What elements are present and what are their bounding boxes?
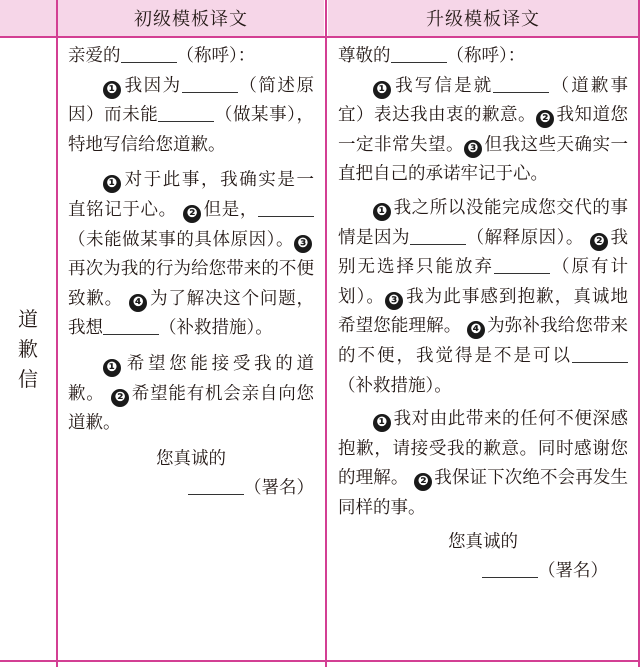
marker-4: ❹ — [129, 294, 147, 312]
marker-1: ❶ — [103, 81, 121, 99]
marker-1: ❶ — [373, 81, 391, 99]
header-spacer — [0, 0, 56, 36]
marker-1: ❶ — [373, 203, 391, 221]
advanced-signature: （署名） — [338, 557, 628, 587]
marker-2: ❷ — [536, 110, 554, 128]
marker-1: ❶ — [103, 175, 121, 193]
basic-template — [68, 42, 314, 504]
blank — [158, 104, 214, 123]
marker-4: ❹ — [467, 321, 485, 339]
blank — [410, 226, 466, 245]
bottom-rule — [0, 660, 640, 662]
header-advanced-label: 升级模板译文 — [426, 9, 540, 30]
marker-2: ❷ — [111, 389, 129, 407]
marker-3: ❸ — [385, 292, 403, 310]
marker-1: ❶ — [103, 359, 121, 377]
divider-middle — [325, 0, 327, 667]
advanced-para-2: ❶ 我之所以没能完成您交代的事情是因为 （解释原因）。 ❷ 我别无选择只能放弃 （原有计划）。 ❸ 我为此事感到抱歉，真诚地希望您能理解。 ❹ 为弥补我给您带来的不便，我觉得是不是可以（补救措施）。 — [338, 197, 629, 396]
blank — [258, 198, 314, 217]
blank — [103, 317, 159, 336]
header-basic — [58, 0, 324, 36]
basic-para-3: ❶ 希望您能接受我的道歉。 ❷ 希望能有机会亲自向您道歉。 — [68, 353, 315, 434]
blank — [482, 560, 538, 579]
row-label-text: 道歉信 — [18, 307, 38, 391]
basic-signature: （署名） — [68, 474, 314, 504]
advanced-closing: 您真诚的 — [448, 531, 518, 552]
basic-para-1: ❶ 我因为 （简述原因）而未能 （做某事），特地写信给您道歉。 — [68, 75, 315, 155]
header-advanced — [328, 0, 638, 36]
advanced-para-1: ❶ 我写信是就 （道歉事宜）表达我由衷的歉意。 ❷ 我知道您一定非常失望。 ❸ 但我这些天确实一直把自己的承诺牢记于心。 — [338, 75, 629, 185]
basic-para-2: ❶ 对于此事，我确实是一直铭记于心。 ❷ 但是，（未能做某事的具体原因）。 ❸再次为我的行为给您带来的不便致歉。 ❹ 为了解决这个问题，我想 （补救措施）。 — [68, 170, 314, 339]
divider-left — [56, 0, 58, 667]
blank — [188, 477, 244, 496]
marker-3: ❸ — [294, 235, 312, 253]
blank — [494, 256, 550, 275]
blank — [182, 74, 238, 93]
header-rule — [0, 36, 640, 38]
marker-2: ❷ — [590, 233, 608, 251]
blank — [121, 45, 177, 64]
advanced-template — [338, 42, 628, 587]
blank — [493, 74, 549, 93]
blank — [572, 344, 628, 363]
basic-closing: 您真诚的 — [156, 448, 226, 469]
basic-greeting: 亲爱的 （称呼）： — [68, 46, 256, 66]
advanced-greeting: 尊敬的 （称呼）： — [338, 46, 526, 66]
header-basic-label: 初级模板译文 — [134, 9, 248, 30]
row-label — [0, 38, 56, 660]
marker-2: ❷ — [414, 473, 432, 491]
marker-3: ❸ — [464, 140, 482, 158]
advanced-para-3: ❶ 我对由此带来的任何不便深感抱歉，请接受我的歉意。同时感谢您的理解。 ❷ 我保证下次绝不会再发生同样的事。 — [338, 409, 628, 518]
marker-2: ❷ — [183, 205, 201, 223]
marker-1: ❶ — [373, 414, 391, 432]
blank — [391, 45, 447, 64]
